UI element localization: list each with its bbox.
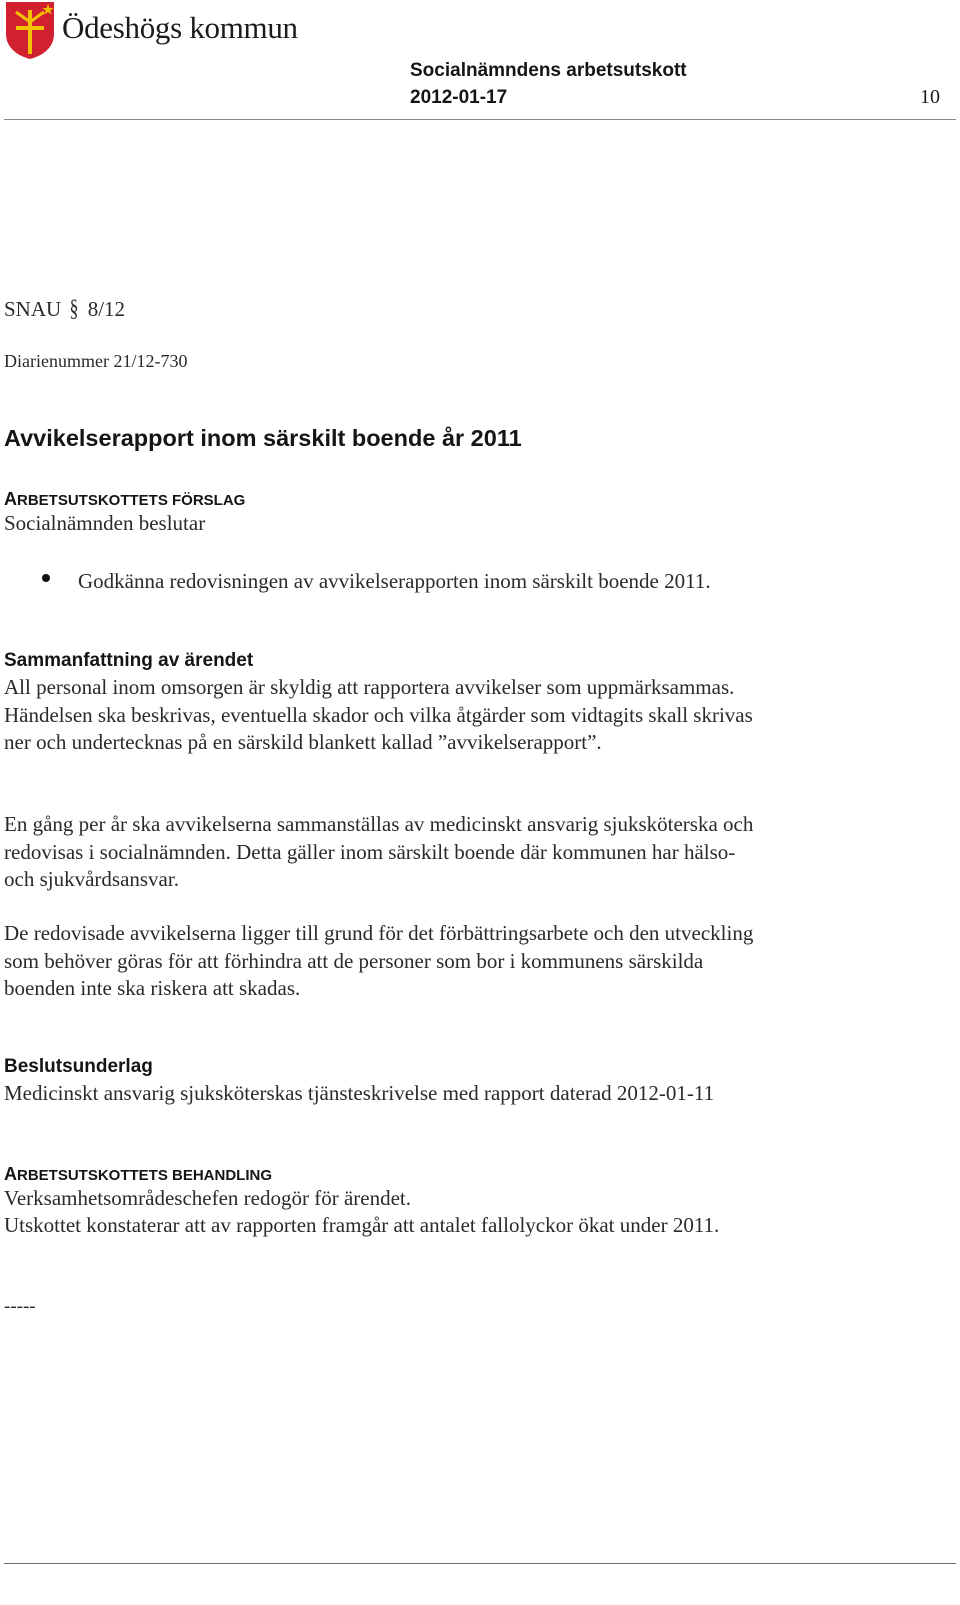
- handling-line: Utskottet konstaterar att av rapporten framgår att antalet fallolyckor ökat under 2011.: [4, 1213, 720, 1237]
- handling-heading: [4, 1164, 272, 1185]
- proposal-bullet: Godkänna redovisningen av avvikelserapporten inom särskilt boende 2011.: [78, 569, 711, 593]
- committee-name: Socialnämndens arbetsutskott: [410, 60, 687, 81]
- section-prefix: SNAU: [4, 297, 62, 321]
- page-number: 10: [920, 86, 940, 108]
- proposal-heading-rest: RBETSUTSKOTTETS FÖRSLAG: [17, 492, 246, 509]
- proposal-heading-initial: A: [4, 489, 17, 509]
- page-header: [0, 0, 960, 122]
- basis-text: Medicinskt ansvarig sjuksköterskas tjänsteskrivelse med rapport daterad 2012-01-11: [4, 1081, 715, 1105]
- summary-paragraph: En gång per år ska avvikelserna sammanställas av medicinskt ansvarig sjuksköterska och redovisas i socialnämnden. Detta gäller inom särskilt boende där kommunen har hälso- och sjukvårdsansvar.: [4, 812, 754, 891]
- end-marker: -----: [4, 1296, 36, 1317]
- handling-line: Verksamhetsområdeschefen redogör för ärendet.: [4, 1186, 411, 1210]
- bullet-point: [42, 574, 50, 582]
- meeting-date: 2012-01-17: [410, 87, 508, 108]
- footer-divider: [4, 1563, 956, 1564]
- handling-heading-initial: A: [4, 1164, 17, 1184]
- municipality-crest-icon: [4, 0, 56, 60]
- organization-name: Ödeshögs kommun: [62, 10, 298, 45]
- proposal-intro: Socialnämnden beslutar: [4, 511, 206, 535]
- handling-heading-rest: RBETSUTSKOTTETS BEHANDLING: [17, 1167, 272, 1184]
- section-number: 8/12: [87, 297, 126, 321]
- basis-heading: Beslutsunderlag: [4, 1056, 153, 1077]
- diary-number: Diarienummer 21/12-730: [4, 351, 188, 371]
- case-title: Avvikelserapport inom särskilt boende år 2011: [4, 425, 522, 451]
- summary-paragraph: All personal inom omsorgen är skyldig att rapportera avvikelser som uppmärksammas. Händelsen ska beskrivas, eventuella skador och vilka åtgärder som vidtagits skall skrivas ner och undertecknas på en särskild blankett kallad ”avvikelserapport”.: [4, 675, 753, 754]
- proposal-heading: [4, 489, 245, 510]
- section-symbol: §: [69, 296, 79, 322]
- section-reference: [4, 296, 125, 323]
- header-divider: [4, 119, 956, 120]
- summary-heading: Sammanfattning av ärendet: [4, 650, 254, 671]
- summary-paragraph: De redovisade avvikelserna ligger till grund för det förbättringsarbete och den utveckling som behöver göras för att förhindra att de personer som bor i kommunens särskilda boenden inte ska riskera att skadas.: [4, 921, 754, 1000]
